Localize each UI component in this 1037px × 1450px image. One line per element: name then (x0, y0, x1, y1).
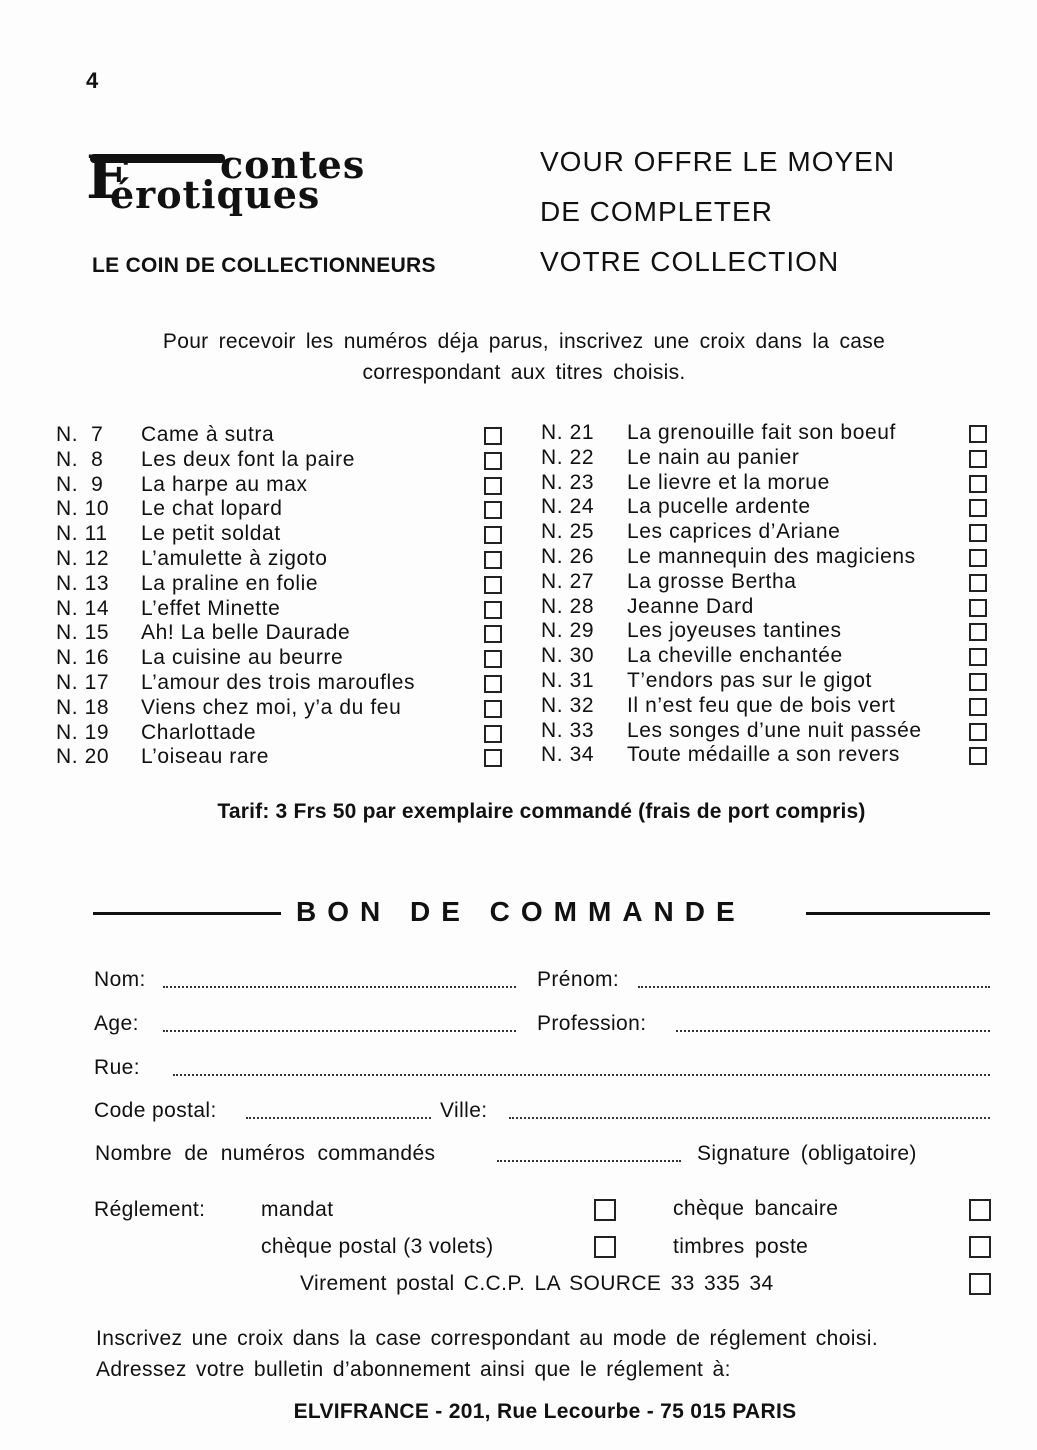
issue-number: N. 7 (56, 423, 104, 446)
issue-title: La pucelle ardente (627, 495, 811, 519)
issue-title: La grenouille fait son boeuf (627, 421, 896, 444)
payment-label: Réglement: (94, 1198, 206, 1221)
issue-number: N. 10 (56, 497, 110, 521)
instruction-line-2: Adressez votre bulletin d’abonnement ainsi que le réglement à: (96, 1358, 731, 1381)
issue-row (56, 620, 504, 645)
issue-number: N. 17 (56, 671, 110, 694)
rue-field[interactable] (173, 1074, 990, 1076)
issue-row (56, 695, 504, 720)
issue-row (541, 618, 989, 643)
mandat-label: mandat (261, 1198, 334, 1221)
section-heading: LE COIN DE COLLECTIONNEURS (92, 254, 436, 277)
issue-number: N. 23 (541, 470, 595, 494)
issue-number: N. 15 (56, 621, 110, 645)
code-postal-field[interactable] (246, 1117, 431, 1119)
issue-row (541, 693, 989, 718)
issue-checkbox[interactable] (484, 526, 502, 544)
issue-title: Le nain au panier (627, 445, 800, 469)
prenom-label: Prénom: (537, 968, 620, 991)
issue-title: Toute médaille a son revers (627, 743, 900, 767)
ville-field[interactable] (509, 1117, 990, 1119)
issue-number: N. 13 (56, 571, 110, 595)
issue-checkbox[interactable] (484, 477, 502, 495)
issue-checkbox[interactable] (969, 698, 987, 716)
cheque-postal-checkbox[interactable] (594, 1236, 616, 1258)
issue-title: Charlottade (141, 720, 257, 744)
issue-title: L’amulette à zigoto (141, 547, 328, 570)
timbres-label: timbres poste (673, 1235, 809, 1258)
cheque-bancaire-label: chèque bancaire (673, 1197, 839, 1220)
issue-number: N. 8 (56, 447, 104, 471)
issue-row (56, 720, 504, 745)
issue-number: N. 30 (541, 644, 595, 668)
brand-logo (80, 142, 430, 217)
offer-line-3: VOTRE COLLECTION (540, 246, 840, 277)
intro-line-1: Pour recevoir les numéros déja parus, inscrivez une croix dans la case (162, 330, 886, 353)
issue-row (56, 546, 504, 571)
issue-row (56, 645, 504, 670)
cheque-bancaire-checkbox[interactable] (969, 1199, 991, 1221)
issue-number: N. 20 (56, 745, 110, 769)
issue-title: Came à sutra (141, 423, 275, 446)
issue-title: La cuisine au beurre (141, 646, 344, 670)
issue-title: Le lievre et la morue (627, 470, 830, 494)
issue-title: L’amour des trois maroufles (141, 671, 416, 694)
virement-label: Virement postal C.C.P. LA SOURCE 33 335 34 (300, 1272, 774, 1295)
issue-checkbox[interactable] (484, 576, 502, 594)
issue-title: Viens chez moi, y’a du feu (141, 695, 402, 719)
issue-number: N. 18 (56, 695, 110, 719)
rue-label: Rue: (94, 1056, 140, 1079)
issue-row (541, 519, 989, 544)
issue-checkbox[interactable] (969, 549, 987, 567)
issue-row (56, 670, 504, 695)
issue-row (541, 643, 989, 668)
issue-checkbox[interactable] (969, 574, 987, 592)
mandat-checkbox[interactable] (594, 1199, 616, 1221)
issue-checkbox[interactable] (969, 623, 987, 641)
issue-checkbox[interactable] (969, 648, 987, 666)
page-number: 4 (86, 68, 99, 93)
prenom-field[interactable] (638, 986, 990, 988)
issue-checkbox[interactable] (969, 723, 987, 741)
issue-number: N. 34 (541, 743, 595, 767)
nombre-label: Nombre de numéros commandés (95, 1142, 436, 1165)
issue-row (541, 742, 989, 767)
intro-line-2: correspondant aux titres choisis. (362, 361, 686, 384)
profession-label: Profession: (537, 1012, 647, 1035)
issue-row (541, 569, 989, 594)
mailing-address: ELVIFRANCE - 201, Rue Lecourbe - 75 015 PARIS (293, 1400, 797, 1423)
issue-title: Le chat lopard (141, 497, 283, 521)
order-form-title: BON DE COMMANDE (296, 896, 746, 927)
issue-title: Les joyeuses tantines (627, 619, 842, 643)
issue-title: T’endors pas sur le gigot (627, 669, 872, 692)
code-postal-label: Code postal: (94, 1099, 217, 1122)
issue-number: N. 28 (541, 594, 595, 618)
issue-checkbox[interactable] (969, 524, 987, 542)
issue-number: N. 31 (541, 669, 595, 692)
issue-row (541, 470, 989, 495)
issue-number: N. 12 (56, 547, 110, 570)
logo-initial: F (86, 143, 129, 213)
cheque-postal-label: chèque postal (3 volets) (261, 1235, 494, 1258)
signature-label: Signature (obligatoire) (697, 1142, 917, 1165)
offer-line-1: VOUR OFFRE LE MOYEN (540, 146, 896, 177)
logo-line-1: contes (220, 142, 366, 187)
issue-title: La praline en folie (141, 571, 319, 595)
issue-title: Les deux font la paire (141, 447, 356, 471)
issue-row (56, 496, 504, 521)
issue-row (56, 422, 504, 447)
issue-title: Les caprices d’Ariane (627, 520, 841, 544)
issue-row (541, 668, 989, 693)
issue-title: Il n’est feu que de bois vert (627, 693, 896, 717)
nom-field[interactable] (163, 986, 516, 988)
logo-line-2: érotiques (110, 172, 321, 217)
issue-row (56, 571, 504, 596)
issue-row (541, 544, 989, 569)
issue-number: N. 26 (541, 545, 595, 568)
issue-title: Le petit soldat (141, 522, 281, 546)
instruction-line-1: Inscrivez une croix dans la case correspondant au mode de réglement choisi. (96, 1327, 879, 1350)
issue-row (56, 744, 504, 769)
issue-checkbox[interactable] (969, 499, 987, 517)
issue-row (56, 521, 504, 546)
issue-title: Jeanne Dard (627, 594, 754, 618)
virement-checkbox[interactable] (969, 1273, 991, 1295)
offer-line-2: DE COMPLETER (540, 196, 773, 227)
issue-checkbox[interactable] (969, 747, 987, 765)
issue-checkbox[interactable] (969, 599, 987, 617)
issue-title: La cheville enchantée (627, 644, 843, 668)
issue-row (56, 447, 504, 472)
issue-number: N. 27 (541, 569, 595, 593)
issue-row (541, 445, 989, 470)
issue-checkbox[interactable] (484, 501, 502, 519)
issue-row (541, 718, 989, 743)
issue-title: La grosse Bertha (627, 569, 797, 593)
issue-row (541, 594, 989, 619)
issue-number: N. 25 (541, 520, 595, 544)
issue-row (541, 494, 989, 519)
issue-checkbox[interactable] (969, 475, 987, 493)
issue-row (56, 596, 504, 621)
divider-right (806, 912, 990, 915)
issue-checkbox[interactable] (484, 551, 502, 569)
tarif-note: Tarif: 3 Frs 50 par exemplaire commandé (frais de port compris) (217, 800, 866, 823)
ville-label: Ville: (440, 1099, 488, 1122)
issue-title: La harpe au max (141, 472, 308, 496)
issue-number: N. 9 (56, 472, 104, 496)
issue-checkbox[interactable] (969, 450, 987, 468)
issue-title: Ah! La belle Daurade (141, 621, 351, 645)
issue-checkbox[interactable] (484, 675, 502, 693)
age-label: Age: (94, 1012, 139, 1035)
issue-checkbox[interactable] (484, 700, 502, 718)
issue-checkbox[interactable] (484, 725, 502, 743)
divider-left (93, 912, 281, 915)
issue-number: N. 32 (541, 693, 595, 717)
issue-number: N. 21 (541, 421, 595, 444)
issue-title: L’oiseau rare (141, 745, 270, 769)
issue-checkbox[interactable] (484, 625, 502, 643)
issue-title: Les songes d’une nuit passée (627, 718, 922, 742)
issue-title: L’effet Minette (141, 596, 281, 620)
issue-row (56, 472, 504, 497)
issue-number: N. 19 (56, 720, 110, 744)
nombre-field[interactable] (497, 1160, 681, 1162)
issue-title: Le mannequin des magiciens (627, 545, 916, 568)
issue-number: N. 14 (56, 596, 110, 620)
issue-checkbox[interactable] (484, 601, 502, 619)
issue-checkbox[interactable] (969, 673, 987, 691)
issue-checkbox[interactable] (484, 650, 502, 668)
age-field[interactable] (163, 1030, 516, 1032)
issue-number: N. 16 (56, 646, 110, 670)
issue-number: N. 33 (541, 718, 595, 742)
issue-number: N. 29 (541, 619, 595, 643)
issue-checkbox[interactable] (969, 425, 987, 443)
profession-field[interactable] (676, 1030, 990, 1032)
issue-number: N. 22 (541, 445, 595, 469)
issue-number: N. 24 (541, 495, 595, 519)
nom-label: Nom: (94, 968, 146, 991)
issue-row (541, 420, 989, 445)
issue-number: N. 11 (56, 522, 108, 546)
issue-checkbox[interactable] (484, 427, 502, 445)
intro-text (90, 326, 958, 388)
timbres-checkbox[interactable] (969, 1236, 991, 1258)
issue-checkbox[interactable] (484, 749, 502, 767)
issue-checkbox[interactable] (484, 452, 502, 470)
